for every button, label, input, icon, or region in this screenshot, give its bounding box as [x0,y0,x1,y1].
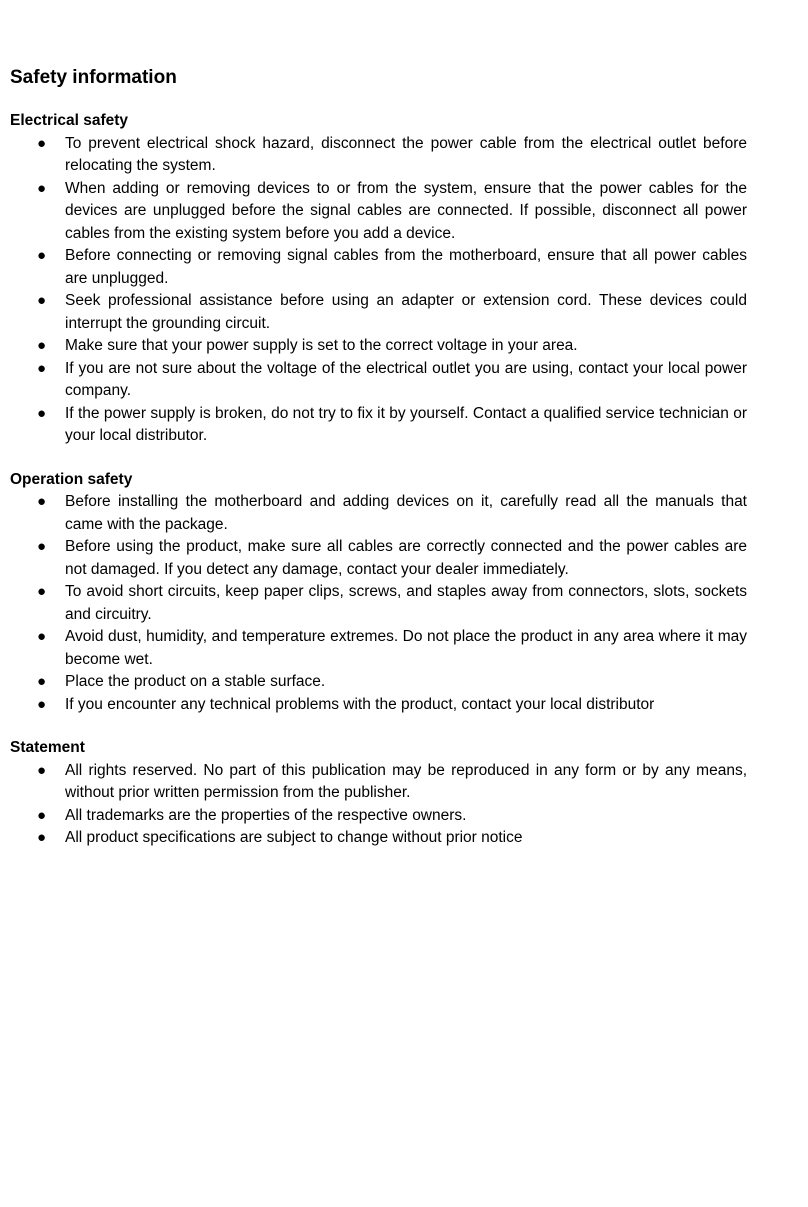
list-item-text: When adding or removing devices to or from the system, ensure that the power cables for the devices are unplugged before the signal cables are connected. If possible, disconnect all power cables from the existing system before you add a device. [65,179,747,242]
list-item-text: If the power supply is broken, do not try to fix it by yourself. Contact a qualified service technician or your local distributor. [65,404,747,444]
list-item [10,133,747,178]
list-item-text: All rights reserved. No part of this publication may be reproduced in any form or by any means, without prior written permission from the publisher. [65,761,747,801]
list-item [10,178,747,246]
bullet-list [10,760,747,850]
bullet-icon: ● [37,493,47,510]
list-item [10,491,747,536]
list-item [10,760,747,805]
list-item-text: To prevent electrical shock hazard, disconnect the power cable from the electrical outlet before relocating the system. [65,134,747,174]
bullet-icon: ● [37,134,47,152]
list-item-text: Before connecting or removing signal cables from the motherboard, ensure that all power cables are unplugged. [65,247,747,287]
list-item-text: If you encounter any technical problems with the product, contact your local distributor [65,695,655,713]
list-item-text: Place the product on a stable surface. [65,673,326,690]
section-heading: Operation safety [10,470,133,488]
list-item [10,827,747,850]
bullet-list [10,133,747,448]
bullet-icon: ● [37,673,47,690]
bullet-icon: ● [37,583,47,600]
list-item [10,536,747,581]
list-item [10,671,747,694]
list-item-text: All trademarks are the properties of the respective owners. [65,806,467,824]
list-item [10,581,747,626]
section-operation-safety [10,469,747,717]
list-item-text: To avoid short circuits, keep paper clips, screws, and staples away from connectors, slots, sockets and circuitry. [65,583,747,623]
bullet-icon: ● [37,359,47,377]
list-item [10,245,747,290]
list-item-text: Avoid dust, humidity, and temperature extremes. Do not place the product in any area where it may become wet. [65,628,747,668]
list-item-text: Before using the product, make sure all cables are correctly connected and the power cables are not damaged. If you detect any damage, contact your dealer immediately. [65,538,747,578]
bullet-icon: ● [37,292,47,309]
bullet-icon: ● [37,404,47,422]
bullet-icon: ● [37,247,47,264]
bullet-icon: ● [37,628,47,645]
list-item-text: Before installing the motherboard and adding devices on it, carefully read all the manuals that came with the package. [65,493,747,533]
list-item [10,335,747,358]
list-item [10,358,747,403]
list-item [10,626,747,671]
bullet-icon: ● [37,179,47,197]
list-item-text: If you are not sure about the voltage of the electrical outlet you are using, contact your local power company. [65,359,747,399]
bullet-list [10,491,747,716]
list-item-text: Make sure that your power supply is set to the correct voltage in your area. [65,337,578,354]
bullet-icon: ● [37,829,47,846]
list-item [10,403,747,448]
list-item [10,694,747,717]
list-item-text: Seek professional assistance before using an adapter or extension cord. These devices could interrupt the grounding circuit. [65,292,747,332]
list-item [10,290,747,335]
section-electrical-safety [10,110,747,448]
bullet-icon: ● [37,761,47,779]
bullet-icon: ● [37,806,47,824]
bullet-icon: ● [37,337,47,354]
section-statement [10,737,747,850]
bullet-icon: ● [37,538,47,555]
list-item [10,805,747,828]
page-title: Safety information [10,67,177,88]
bullet-icon: ● [37,695,47,713]
list-item-text: All product specifications are subject to change without prior notice [65,829,523,846]
document-page [10,64,747,850]
section-heading: Electrical safety [10,112,129,129]
section-heading: Statement [10,739,85,756]
